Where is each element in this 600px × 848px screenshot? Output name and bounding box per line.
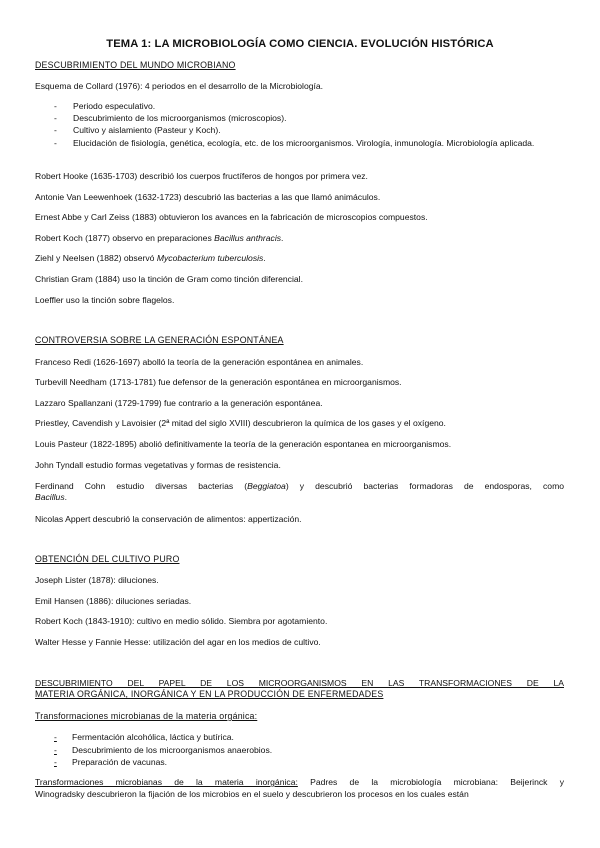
paragraph-priestley: Priestley, Cavendish y Lavoisier (2ª mitad del siglo XVIII) descubrieron la química de los gases y el oxígeno. [35, 418, 446, 428]
section-heading-pure-culture: OBTENCIÓN DEL CULTIVO PURO [35, 554, 180, 564]
paragraph-koch-solid-medium: Robert Koch (1843-1910): cultivo en medio sólido. Siembra por agotamiento. [35, 616, 328, 626]
paragraph-appert: Nicolas Appert descubrió la conservación de alimentos: appertización. [35, 514, 302, 524]
list-item: - Elucidación de fisiología, genética, ecología, etc. de los microorganismos. Virología, inmunología. Microbiología aplicada. [54, 137, 535, 148]
subheading-inorganic-matter: Transformaciones microbianas de la materia inorgánica: [35, 777, 298, 787]
paragraph-needham: Turbevill Needham (1713-1781) fue defensor de la generación espontánea en microorganismos. [35, 377, 402, 387]
paragraph-cohn-line1: Ferdinand Cohn estudio diversas bacterias (Beggiatoa) y descubrió bacterias formadoras de endosporas, como [35, 481, 565, 491]
organic-transformations-list [54, 731, 272, 769]
paragraph-hooke: Robert Hooke (1635-1703) describió los cuerpos fructíferos de hongos por primera vez. [35, 171, 368, 181]
paragraph-ziehl-neelsen: Ziehl y Neelsen (1882) observó Mycobacterium tuberculosis. [35, 253, 266, 263]
list-item: - Descubrimiento de los microorganismos (microscopios). [54, 113, 287, 124]
paragraph-abbe-zeiss: Ernest Abbe y Carl Zeiss (1883) obtuvieron los avances en la fabricación de microscopios compuestos. [35, 212, 428, 222]
paragraph-koch-anthracis: Robert Koch (1877) observo en preparaciones Bacillus anthracis. [35, 233, 284, 243]
section-heading-discovery: DESCUBRIMIENTO DEL MUNDO MICROBIANO [35, 60, 236, 70]
section-heading-transformations-line1: DESCUBRIMIENTO DEL PAPEL DE LOS MICROORGANISMOS EN LAS TRANSFORMACIONES DE LA [35, 678, 564, 688]
list-item: - Periodo especulativo. [54, 101, 156, 111]
subheading-organic-matter: Transformaciones microbianas de la materia orgánica: [35, 711, 258, 721]
paragraph-redi: Franceso Redi (1626-1697) abolló la teoría de la generación espontánea en animales. [35, 357, 364, 367]
paragraph-collard: Esquema de Collard (1976): 4 periodos en el desarrollo de la Microbiología. [35, 81, 324, 91]
list-item: - Fermentación alcohólica, láctica y butírica. [54, 732, 234, 742]
list-item: - Descubrimiento de los microorganismos anaerobios. [54, 744, 273, 755]
paragraph-inorganic-line1: Transformaciones microbianas de la materia inorgánica: Padres de la microbiología microbiana: Beijerinck y [35, 777, 564, 787]
page-title: TEMA 1: LA MICROBIOLOGÍA COMO CIENCIA. EVOLUCIÓN HISTÓRICA [106, 38, 494, 50]
section-heading-transformations-line2: MATERIA ORGÁNICA, INORGÁNICA Y EN LA PRODUCCIÓN DE ENFERMEDADES [35, 689, 384, 699]
paragraph-cohn-line2: Bacillus. [35, 492, 68, 502]
paragraph-leewenhoek: Antonie Van Leewenhoek (1632-1723) descubrió las bacterias a las que llamó animáculos. [35, 192, 381, 202]
list-item: - Preparación de vacunas. [54, 757, 168, 767]
section-heading-spontaneous-generation: CONTROVERSIA SOBRE LA GENERACIÓN ESPONTÁNEA [35, 335, 284, 345]
species-name: Mycobacterium tuberculosis [156, 253, 264, 263]
species-name: Bacillus [35, 492, 65, 502]
paragraph-hansen: Emil Hansen (1886): diluciones seriadas. [35, 596, 192, 606]
paragraph-spallanzani: Lazzaro Spallanzani (1729-1799) fue contrario a la generación espontánea. [35, 398, 323, 408]
list-item: - Cultivo y aislamiento (Pasteur y Koch). [54, 125, 221, 136]
species-name: Beggiatoa [247, 481, 286, 491]
periods-list [54, 100, 564, 149]
paragraph-tyndall: John Tyndall estudio formas vegetativas y formas de resistencia. [35, 460, 281, 470]
species-name: Bacillus anthracis [214, 233, 282, 243]
paragraph-gram: Christian Gram (1884) uso la tinción de Gram como tinción diferencial. [35, 274, 303, 284]
paragraph-lister: Joseph Lister (1878): diluciones. [35, 575, 159, 585]
paragraph-loeffler: Loeffler uso la tinción sobre flagelos. [35, 295, 175, 305]
paragraph-inorganic-line2: Winogradsky descubrieron la fijación de los microbios en el suelo y descubrieron los procesos en los cuales están [35, 789, 469, 799]
paragraph-hesse: Walter Hesse y Fannie Hesse: utilización del agar en los medios de cultivo. [35, 637, 321, 647]
paragraph-pasteur: Louis Pasteur (1822-1895) abolió definitivamente la teoría de la generación espontanea en microorganismos. [35, 439, 452, 449]
